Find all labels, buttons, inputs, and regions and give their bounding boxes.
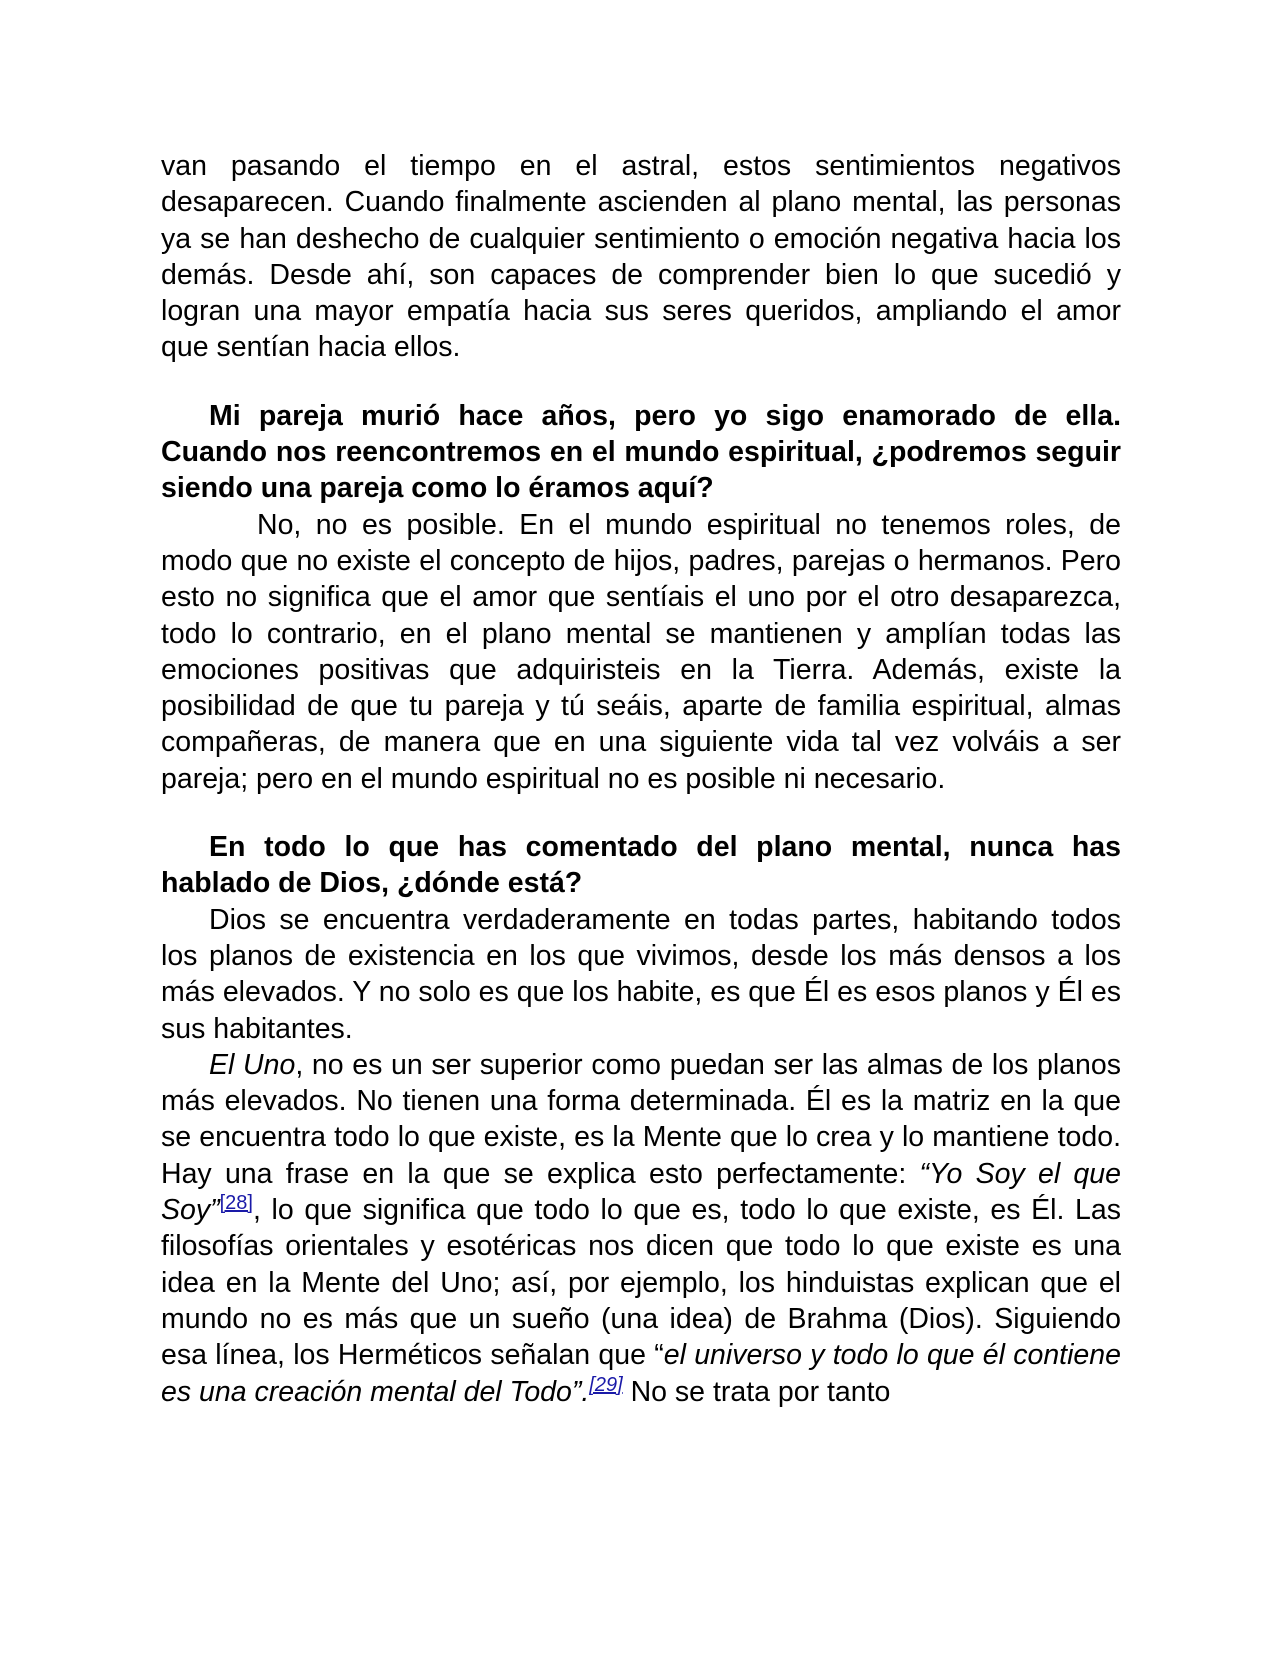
footnote-link-29[interactable]: [29] [589,1373,623,1396]
footnote-link-28[interactable]: [28] [219,1192,253,1215]
answer-paragraph-2: Dios se encuentra verdaderamente en todas partes, habitando todos los planos de existencia en los que vivimos, desde los más densos a los más elevados. Y no solo es que los habite, es que Él es esos planos y Él es sus habitantes. [161,903,1121,1045]
answer-paragraph-1: No, no es posible. En el mundo espiritual no tenemos roles, de modo que no existe el concepto de hijos, padres, parejas o hermanos. Pero esto no significa que el amor que sentíais el uno por el otro desaparezca, todo lo contrario, en el plano mental se mantienen y amplían todas las emociones positivas que adquiristeis en la Tierra. Además, existe la posibilidad de que tu pareja y tú seáis, aparte de familia espiritual, almas compañeras, de manera que en una siguiente vida tal vez volváis a ser pareja; pero en el mundo espiritual no es posible ni necesario. [161,508,1121,795]
paragraph-intro: van pasando el tiempo en el astral, estos sentimientos negativos desaparecen. Cuando finalmente ascienden al plano mental, las personas ya se han deshecho de cualquier sentimiento o emoción negativa hacia los demás. Desde ahí, son capaces de comprender bien lo que sucedió y logran una mayor empatía hacia sus seres queridos, ampliando el amor que sentían hacia ellos. [161,150,1121,364]
emphasis-el-uno: El Uno [209,1048,296,1081]
spacer [161,797,1121,829]
text-segment: , lo que significa que todo lo que es, todo lo que existe, es Él. Las filosofías orientales y esotéricas nos dicen que todo lo que existe es una idea en la Mente del Uno; así, por ejemplo, los hinduistas explican que el mundo no es más que un sueño (una idea) de Brahma (Dios). Siguiendo esa línea, los Herméticos señalan que “ [161,1194,1121,1372]
question-heading-2: En todo lo que has comentado del plano mental, nunca has hablado de Dios, ¿dónde está? [161,831,1121,900]
text-segment: , no es un ser superior como puedan ser las almas de los planos más elevados. No tienen una forma determinada. Él es la matriz en la que se encuentra todo lo que existe, es la Mente que lo crea y lo mantiene todo. Hay una frase en la que se explica esto perfectamente: [161,1048,1122,1190]
answer-paragraph-3 [161,1047,1121,1410]
text-segment: No se trata por tanto [622,1375,891,1408]
document-page [161,148,1121,1410]
spacer [161,366,1121,398]
quote-hermeticos: el universo y todo lo que él contiene es una creación mental del Todo”. [161,1339,1121,1408]
quote-yo-soy: “Yo Soy el que Soy” [161,1157,1121,1227]
question-heading-1: Mi pareja murió hace años, pero yo sigo enamorado de ella. Cuando nos reencontremos en el mundo espiritual, ¿podremos seguir siendo una pareja como lo éramos aquí? [161,399,1121,505]
